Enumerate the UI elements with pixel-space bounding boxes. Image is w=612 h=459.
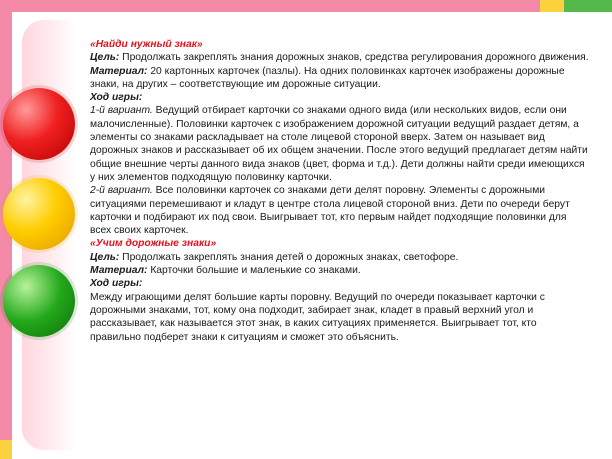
material-label: Материал: <box>90 65 148 77</box>
goal-label: Цель: <box>90 52 120 64</box>
material-text: Карточки большие и маленькие со знаками. <box>147 265 361 277</box>
game1-title: «Найди нужный знак» <box>90 39 203 50</box>
stripe-yellow-top <box>540 0 564 12</box>
variant1-label: 1-й вариант. <box>90 105 153 117</box>
variant1-text: Ведущий отбирает карточки со знаками одного вида (или нескольких видов, если они малочисленные). Половинки карточек с изображением дорожной ситуации ведущий раздает детям, а элементы со знаками раскладывает на столе лицевой стороной вверх. Затем он называет вид дорожных знаков и рассказывает об их общем значении. После этого ведущий предлагает детям найти общие внешние черты данного вида знаков (цвет, форма и т.д.). Дети должны найти среди имеющихся у них элементов подходящую половинку карточки. <box>90 105 588 183</box>
material-label: Материал: <box>90 265 148 277</box>
game2-course-label: Ход игры: <box>90 278 143 290</box>
traffic-light-red-icon <box>3 88 75 160</box>
traffic-light-green-icon <box>3 265 75 337</box>
game1-goal <box>90 51 590 64</box>
goal-text: Продолжать закреплять знания дорожных знаков, средства регулирования дорожного движения. <box>119 52 589 64</box>
stripe-green-top <box>564 0 612 12</box>
goal-text: Продолжать закреплять знания детей о дорожных знаках, светофоре. <box>119 251 459 263</box>
game1-variant2 <box>90 184 590 237</box>
game-descriptions <box>90 38 590 344</box>
game1-variant1 <box>90 104 590 184</box>
traffic-light-yellow-icon <box>3 178 75 250</box>
game2-title: «Учим дорожные знаки» <box>90 238 217 250</box>
game2-material <box>90 264 590 277</box>
variant2-label: 2-й вариант. <box>90 185 153 197</box>
game1-material <box>90 65 590 92</box>
goal-label: Цель: <box>90 251 120 263</box>
stripe-yellow-left <box>0 440 12 459</box>
material-text: 20 картонных карточек (пазлы). На одних половинках карточек изображены дорожные знаки, на других – соответствующие им дорожные ситуации. <box>90 65 565 90</box>
game2-goal <box>90 251 590 264</box>
variant2-text: Все половинки карточек со знаками дети делят поровну. Элементы с дорожными ситуациями перемешивают и кладут в центре стола лицевой стороной вниз. Дети по очереди берут карточки и подбирают их под свои. Выигрывает тот, кто первым найдет подходящие половинки для всех своих карточек. <box>90 185 570 237</box>
game1-course-label: Ход игры: <box>90 92 143 104</box>
stripe-pink-top <box>0 0 540 12</box>
game2-course-text: Между играющими делят большие карты поровну. Ведущий по очереди показывает карточки с дорожными знаками, тот, кому она подходит, забирает знак, кладет в правый верхний угол и рассказывает, как называется этот знак, в каких ситуациях применяется. Выигрывает тот, кто правильно подберет знаки к ситуациям и сможет это объяснить. <box>90 291 545 343</box>
